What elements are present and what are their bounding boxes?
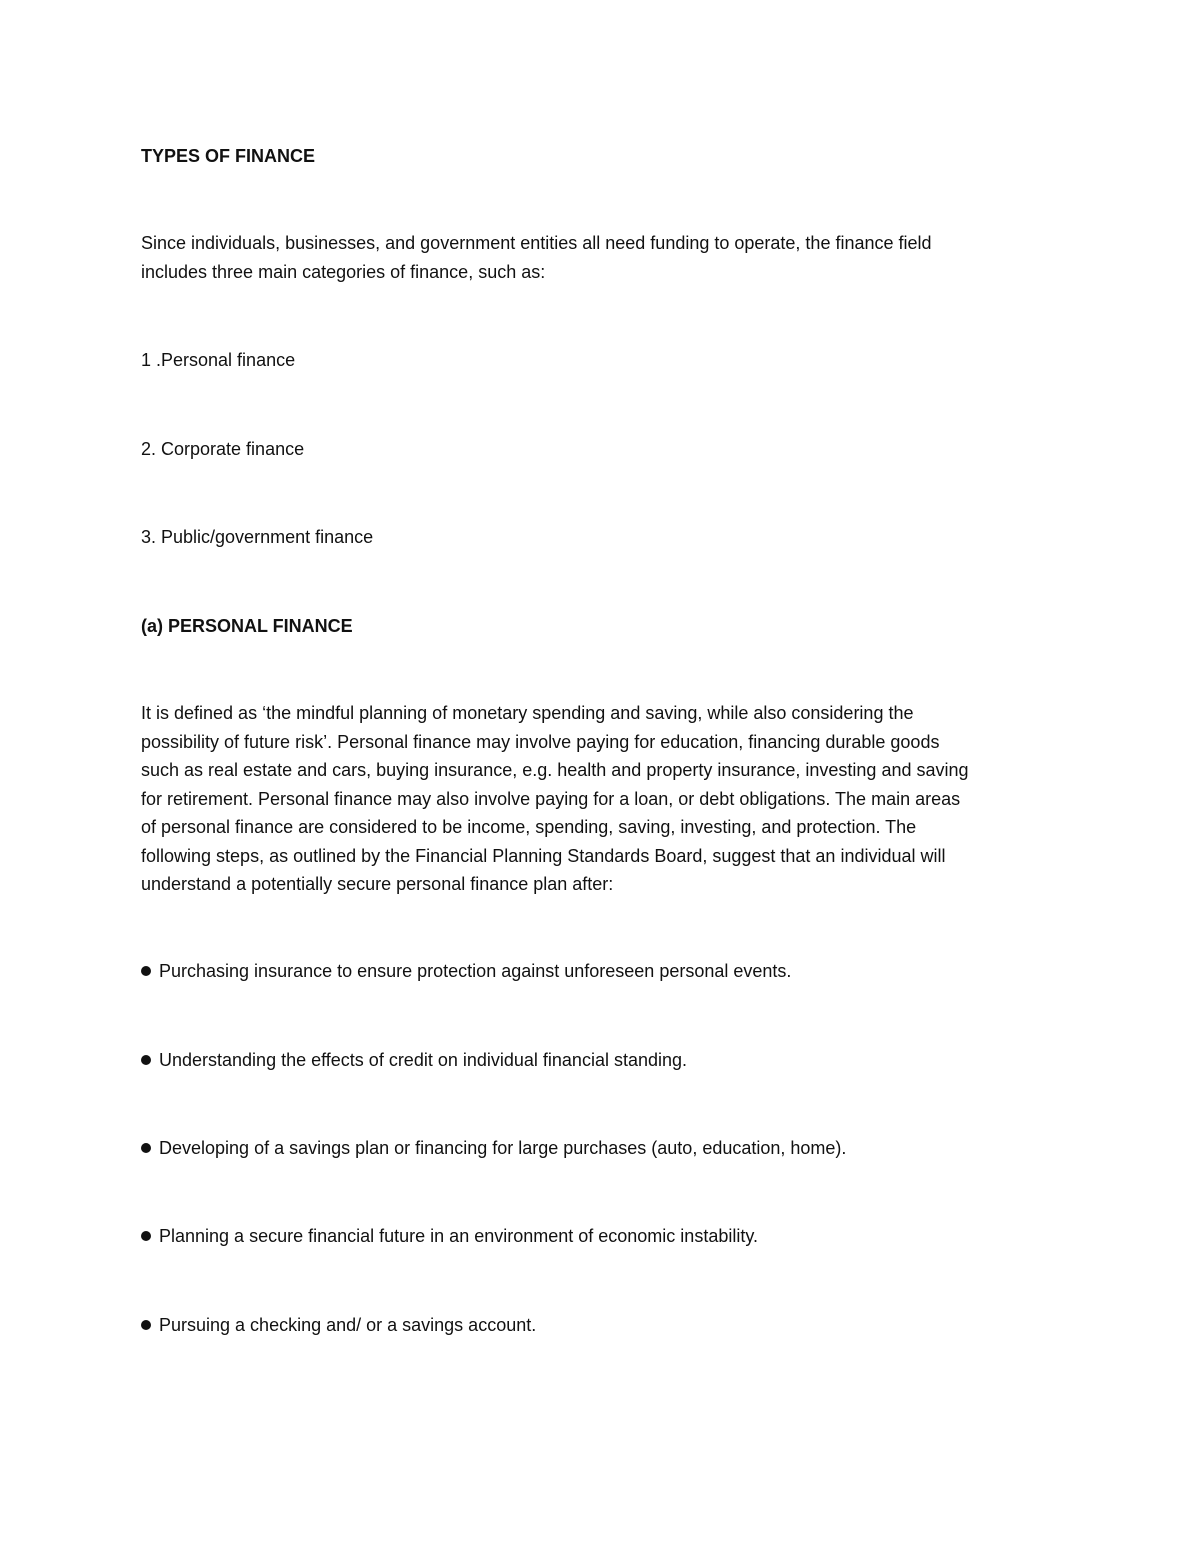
category-item-public: 3. Public/government finance [141,527,374,547]
bullet-icon [141,1231,151,1241]
bullet-text: Developing of a savings plan or financing for large purchases (auto, education, home). [159,1138,847,1158]
paragraph-line: of personal finance are considered to be income, spending, saving, investing, and protection. The [141,817,917,837]
bullet-icon [141,1320,151,1330]
paragraph-line: It is defined as ‘the mindful planning of monetary spending and saving, while also considering the [141,703,914,723]
bullet-text: Purchasing insurance to ensure protection against unforeseen personal events. [159,961,792,981]
bullet-icon [141,966,151,976]
bullet-item [141,1222,758,1250]
bullet-text: Pursuing a checking and/ or a savings account. [159,1315,537,1335]
intro-paragraph [141,229,1041,286]
bullet-icon [141,1055,151,1065]
intro-line: Since individuals, businesses, and government entities all need funding to operate, the finance field [141,233,932,253]
bullet-item [141,1134,846,1162]
category-item-personal: 1 .Personal finance [141,350,296,370]
paragraph-line: following steps, as outlined by the Financial Planning Standards Board, suggest that an individual will [141,845,946,866]
section-heading-personal-finance: (a) PERSONAL FINANCE [141,616,353,636]
intro-line: includes three main categories of finance, such as: [141,261,546,282]
bullet-icon [141,1143,151,1153]
bullet-item [141,1046,687,1074]
bullet-item [141,957,791,985]
personal-finance-paragraph [141,699,1041,899]
bullet-item [141,1311,536,1339]
paragraph-line: understand a potentially secure personal finance plan after: [141,874,614,894]
category-item-corporate: 2. Corporate finance [141,439,305,459]
bullet-text: Planning a secure financial future in an environment of economic instability. [159,1226,759,1246]
paragraph-line: for retirement. Personal finance may also involve paying for a loan, or debt obligations. The main areas [141,788,961,809]
document-title: TYPES OF FINANCE [141,146,316,166]
paragraph-line: possibility of future risk’. Personal finance may involve paying for education, financing durable goods [141,731,940,752]
paragraph-line: such as real estate and cars, buying insurance, e.g. health and property insurance, investing and saving [141,760,969,780]
bullet-text: Understanding the effects of credit on individual financial standing. [159,1050,688,1070]
